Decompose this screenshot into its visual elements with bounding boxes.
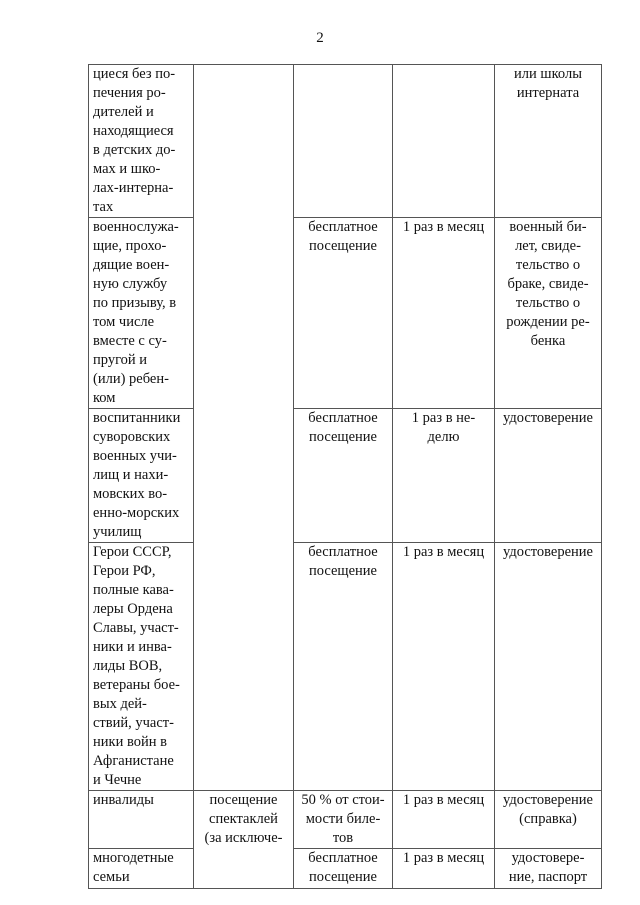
form-cell: бесплатное посещение — [294, 218, 393, 409]
service-cell — [194, 65, 294, 791]
category-cell: инвалиды — [89, 791, 194, 849]
table-row — [89, 409, 602, 543]
table-row — [89, 65, 602, 218]
form-cell: бесплатное посещение — [294, 543, 393, 791]
frequency-cell: 1 раз в месяц — [393, 791, 495, 849]
table-row — [89, 218, 602, 409]
category-cell: циеся без по- печения ро- дителей и находящиеся в детских до- мах и шко- лах-интерна- тах — [89, 65, 194, 218]
document-cell: удостоверение (справка) — [495, 791, 602, 849]
document-cell: или школы интерната — [495, 65, 602, 218]
table-row — [89, 791, 602, 849]
category-cell: воспитанники суворовских военных учи- лищ и нахи- мовских во- енно-морских училищ — [89, 409, 194, 543]
form-cell: бесплатное посещение — [294, 849, 393, 889]
category-cell: многодетные семьи — [89, 849, 194, 889]
service-cell: посещение спектаклей (за исключе- — [194, 791, 294, 889]
frequency-cell — [393, 65, 495, 218]
table-row — [89, 543, 602, 791]
category-cell: Герои СССР, Герои РФ, полные кава- леры Ордена Славы, участ- ники и инва- лиды ВОВ, ветераны бое- вых дей- ствий, участ- ники войн в Афганистане и Чечне — [89, 543, 194, 791]
page-number: 2 — [316, 30, 324, 46]
document-cell: удостовере- ние, паспорт — [495, 849, 602, 889]
table-row — [89, 849, 602, 889]
form-cell — [294, 65, 393, 218]
frequency-cell: 1 раз в месяц — [393, 218, 495, 409]
document-cell: военный би- лет, свиде- тельство о браке, свиде- тельство о рождении ре- бенка — [495, 218, 602, 409]
form-cell: 50 % от стои- мости биле- тов — [294, 791, 393, 849]
document-cell: удостоверение — [495, 409, 602, 543]
frequency-cell: 1 раз в месяц — [393, 849, 495, 889]
category-cell: военнослужа- щие, прохо- дящие воен- ную службу по призыву, в том числе вместе с су- пругой и (или) ребен- ком — [89, 218, 194, 409]
form-cell: бесплатное посещение — [294, 409, 393, 543]
document-cell: удостоверение — [495, 543, 602, 791]
frequency-cell: 1 раз в месяц — [393, 543, 495, 791]
frequency-cell: 1 раз в не- делю — [393, 409, 495, 543]
benefits-table — [88, 64, 602, 889]
